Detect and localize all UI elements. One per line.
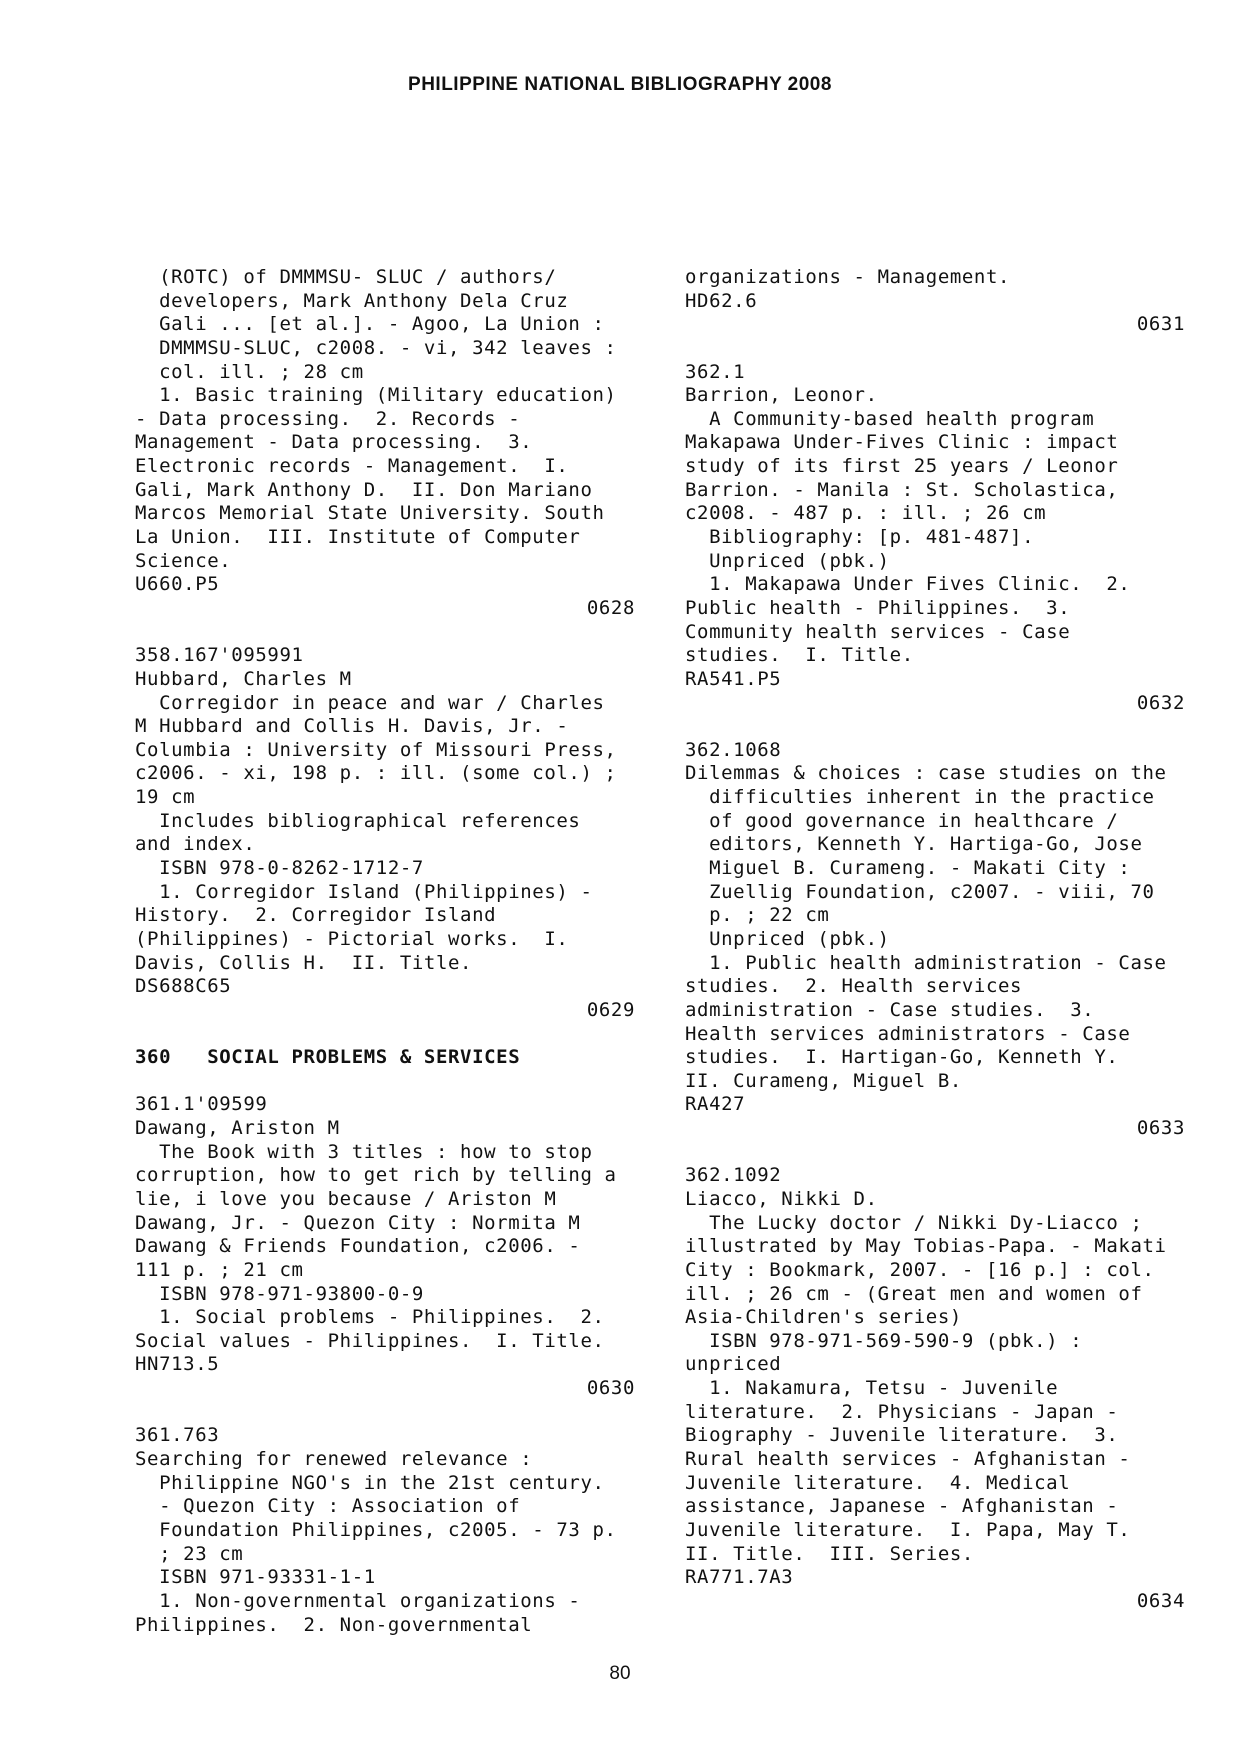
text-line: Philippines. 2. Non-governmental [135, 1613, 533, 1636]
text-line: 1. Makapawa Under Fives Clinic. 2. [685, 573, 1131, 596]
text-line: Makapawa Under-Fives Clinic : impact [685, 431, 1119, 454]
text-line: HD62.6 [685, 289, 758, 312]
text-line: Social values - Philippines. I. Title. [135, 1329, 605, 1352]
text-line: Dawang & Friends Foundation, c2006. - [135, 1235, 581, 1258]
text-line: ISBN 978-971-93800-0-9 [135, 1282, 424, 1305]
text-line: 1. Social problems - Philippines. 2. [135, 1306, 605, 1329]
text-line: Includes bibliographical references [135, 809, 581, 832]
text-line: II. Title. III. Series. [685, 1542, 974, 1565]
text-line: developers, Mark Anthony Dela Cruz [135, 289, 569, 312]
text-line: Liacco, Nikki D. [685, 1187, 878, 1210]
text-line: Management - Data processing. 3. [135, 431, 533, 454]
text-line: Hubbard, Charles M [135, 667, 352, 690]
page-number: 80 [609, 1663, 631, 1684]
text-line: 19 cm [135, 786, 196, 809]
entry-number: 0629 [586, 998, 635, 1021]
text-line: Philippine NGO's in the 21st century. [135, 1471, 605, 1494]
text-line: studies. I. Hartigan-Go, Kenneth Y. [685, 1046, 1119, 1069]
text-line: ISBN 978-0-8262-1712-7 [135, 857, 424, 880]
blank-line [135, 1023, 635, 1047]
blank-line [135, 1070, 635, 1094]
text-line: DS688C65 [135, 975, 232, 998]
text-line: ill. ; 26 cm - (Great men and women of [685, 1282, 1143, 1305]
text-line: 362.1068 [685, 738, 782, 761]
text-line: Miguel B. Curameng. - Makati City : [685, 857, 1131, 880]
blank-line [685, 1141, 1185, 1165]
text-line: corruption, how to get rich by telling a [135, 1164, 617, 1187]
text-line: A Community-based health program [685, 407, 1095, 430]
text-line: 362.1 [685, 360, 746, 383]
text-line: U660.P5 [135, 573, 220, 596]
text-line: 1. Corregidor Island (Philippines) - [135, 880, 593, 903]
text-line: 111 p. ; 21 cm [135, 1258, 304, 1281]
text-line: RA427 [685, 1093, 746, 1116]
text-line: Biography - Juvenile literature. 3. [685, 1424, 1119, 1447]
text-line: Health services administrators - Case [685, 1022, 1131, 1045]
text-line: Unpriced (pbk.) [685, 927, 890, 950]
entry-number: 0631 [1136, 313, 1185, 336]
text-line: The Lucky doctor / Nikki Dy-Liacco ; [685, 1211, 1143, 1234]
text-line: c2008. - 487 p. : ill. ; 26 cm [685, 502, 1047, 525]
text-line: c2006. - xi, 198 p. : ill. (some col.) ; [135, 762, 617, 785]
text-line: RA541.P5 [685, 667, 782, 690]
text-line: administration - Case studies. 3. [685, 998, 1095, 1021]
text-line: and index. [135, 833, 256, 856]
text-line: Unpriced (pbk.) [685, 549, 890, 572]
text-line: Zuellig Foundation, c2007. - viii, 70 [685, 880, 1155, 903]
text-line: Electronic records - Management. I. [135, 455, 569, 478]
blank-line [135, 1401, 635, 1425]
text-line: Gali ... [et al.]. - Agoo, La Union : [135, 313, 605, 336]
text-line: unpriced [685, 1353, 782, 1376]
text-line: La Union. III. Institute of Computer [135, 526, 581, 549]
text-line: Juvenile literature. 4. Medical [685, 1471, 1071, 1494]
text-line: organizations - Management. [685, 266, 1011, 288]
blank-line [685, 715, 1185, 739]
text-line: 1. Nakamura, Tetsu - Juvenile [685, 1377, 1059, 1400]
text-line: The Book with 3 titles : how to stop [135, 1140, 593, 1163]
text-line: ISBN 978-971-569-590-9 (pbk.) : [685, 1329, 1083, 1352]
text-line: Bibliography: [p. 481-487]. [685, 526, 1035, 549]
text-line: (ROTC) of DMMMSU- SLUC / authors/ [135, 266, 557, 288]
text-line: Davis, Collis H. II. Title. [135, 951, 473, 974]
entry-number: 0632 [1136, 691, 1185, 714]
text-line: ISBN 971-93331-1-1 [135, 1566, 376, 1589]
blank-line [685, 337, 1185, 361]
text-line: (Philippines) - Pictorial works. I. [135, 927, 569, 950]
text-line: 1. Basic training (Military education) [135, 384, 617, 407]
text-line: - Data processing. 2. Records - [135, 407, 521, 430]
text-line: lie, i love you because / Ariston M [135, 1187, 557, 1210]
text-line: editors, Kenneth Y. Hartiga-Go, Jose [685, 833, 1143, 856]
text-line: studies. 2. Health services [685, 975, 1023, 998]
text-line: Barrion, Leonor. [685, 384, 878, 407]
entry-number: 0633 [1136, 1117, 1185, 1140]
text-line: p. ; 22 cm [685, 904, 830, 927]
text-line: of good governance in healthcare / [685, 809, 1119, 832]
text-line: Dawang, Ariston M [135, 1117, 340, 1140]
page-header-title: PHILIPPINE NATIONAL BIBLIOGRAPHY 2008 [408, 74, 832, 95]
text-line: HN713.5 [135, 1353, 220, 1376]
text-line: studies. I. Title. [685, 644, 914, 667]
text-line: Foundation Philippines, c2005. - 73 p. [135, 1518, 617, 1541]
text-line: 361.1'09599 [135, 1093, 268, 1116]
text-line: Dawang, Jr. - Quezon City : Normita M [135, 1211, 581, 1234]
text-line: Corregidor in peace and war / Charles [135, 691, 605, 714]
text-line: 1. Non-governmental organizations - [135, 1589, 581, 1612]
text-line: Asia-Children's series) [685, 1306, 962, 1329]
text-line: ; 23 cm [135, 1542, 244, 1565]
text-line: Gali, Mark Anthony D. II. Don Mariano [135, 478, 593, 501]
text-line: Rural health services - Afghanistan - [685, 1448, 1131, 1471]
section-heading: 360 SOCIAL PROBLEMS & SERVICES [135, 1046, 521, 1069]
text-line: difficulties inherent in the practice [685, 786, 1155, 809]
right-column [685, 266, 1185, 1614]
entry-number: 0634 [1136, 1589, 1185, 1612]
text-line: Barrion. - Manila : St. Scholastica, [685, 478, 1119, 501]
text-line: Columbia : University of Missouri Press, [135, 738, 617, 761]
entry-number: 0628 [586, 596, 635, 619]
blank-line [135, 621, 635, 645]
text-line: study of its first 25 years / Leonor [685, 455, 1119, 478]
text-line: 361.763 [135, 1424, 220, 1447]
text-line: DMMMSU-SLUC, c2008. - vi, 342 leaves : [135, 336, 617, 359]
entry-number: 0630 [586, 1377, 635, 1400]
text-line: - Quezon City : Association of [135, 1495, 521, 1518]
text-line: Science. [135, 549, 232, 572]
text-line: 1. Public health administration - Case [685, 951, 1167, 974]
text-line: City : Bookmark, 2007. - [16 p.] : col. [685, 1258, 1155, 1281]
text-line: RA771.7A3 [685, 1566, 794, 1589]
text-line: 362.1092 [685, 1164, 782, 1187]
text-line: assistance, Japanese - Afghanistan - [685, 1495, 1119, 1518]
text-line: Searching for renewed relevance : [135, 1448, 533, 1471]
text-line: literature. 2. Physicians - Japan - [685, 1400, 1119, 1423]
text-line: Marcos Memorial State University. South [135, 502, 605, 525]
text-line: 358.167'095991 [135, 644, 304, 667]
text-line: illustrated by May Tobias-Papa. - Makati [685, 1235, 1167, 1258]
text-line: History. 2. Corregidor Island [135, 904, 497, 927]
left-column [135, 266, 635, 1637]
text-line: Community health services - Case [685, 620, 1071, 643]
text-line: II. Curameng, Miguel B. [685, 1069, 962, 1092]
text-line: Dilemmas & choices : case studies on the [685, 762, 1167, 785]
text-line: Public health - Philippines. 3. [685, 596, 1071, 619]
text-line: M Hubbard and Collis H. Davis, Jr. - [135, 715, 569, 738]
text-line: col. ill. ; 28 cm [135, 360, 364, 383]
text-line: Juvenile literature. I. Papa, May T. [685, 1518, 1131, 1541]
